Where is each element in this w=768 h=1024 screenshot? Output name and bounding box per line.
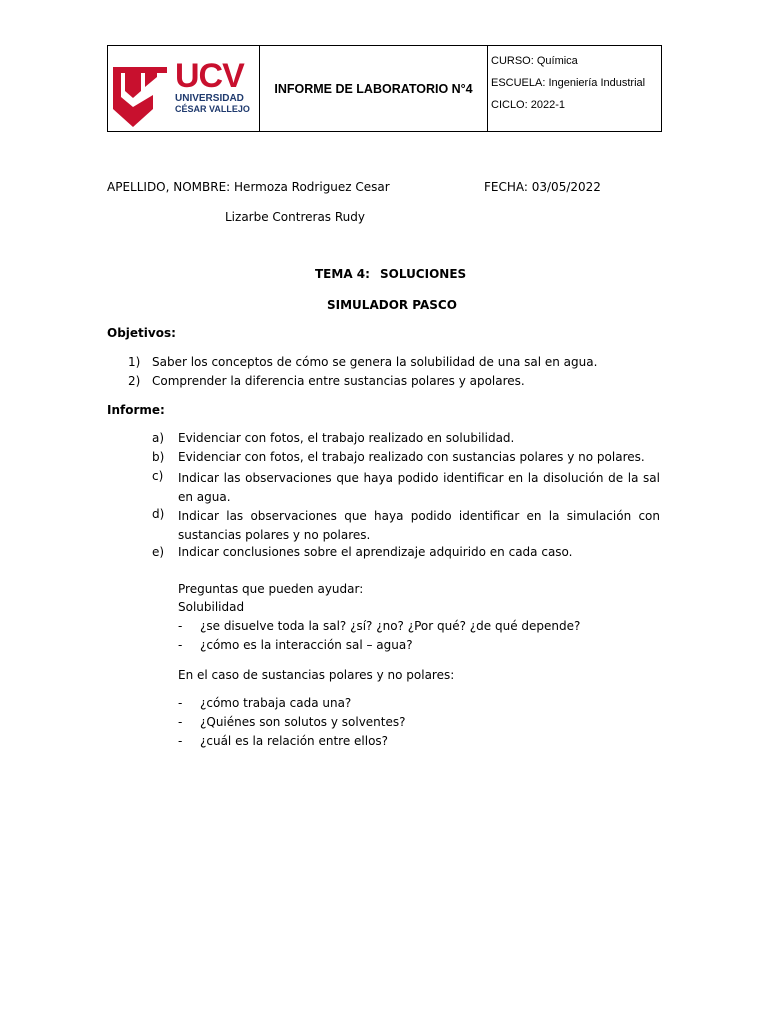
solubilidad-dash-1: - xyxy=(178,619,183,633)
informe-letter-c: c) xyxy=(152,469,164,483)
solubilidad-question-2: ¿cómo es la interacción sal – agua? xyxy=(200,638,413,652)
objetivo-text-1: Saber los conceptos de cómo se genera la solubilidad de una sal en agua. xyxy=(152,355,598,369)
report-title: INFORME DE LABORATORIO N°4 xyxy=(260,46,488,131)
curso-text: CURSO: Química xyxy=(491,55,578,67)
informe-text-a: Evidenciar con fotos, el trabajo realizado en solubilidad. xyxy=(178,431,515,445)
logo-line2: CÉSAR VALLEJO xyxy=(175,104,250,114)
informe-text-c: Indicar las observaciones que haya podido identificar en la disolución de la sal en agua. xyxy=(178,471,660,504)
second-student-name: Lizarbe Contreras Rudy xyxy=(225,210,365,224)
ciclo-text: CICLO: 2022-1 xyxy=(491,99,565,111)
objetivo-num-1: 1) xyxy=(128,355,141,369)
subtitle: SIMULADOR PASCO xyxy=(327,298,457,312)
informe-text-d: Indicar las observaciones que haya podido identificar en la simulación con sustancias polares y no polares. xyxy=(178,509,660,542)
tema-name: SOLUCIONES xyxy=(380,267,467,281)
informe-heading: Informe: xyxy=(107,403,165,417)
logo-cell xyxy=(108,46,260,131)
polares-heading: En el caso de sustancias polares y no polares: xyxy=(178,668,455,682)
objetivo-text-2: Comprender la diferencia entre sustancias polares y apolares. xyxy=(152,374,525,388)
ucv-shield-icon xyxy=(111,65,169,134)
course-info xyxy=(488,46,661,131)
informe-letter-a: a) xyxy=(152,431,165,445)
objetivo-num-2: 2) xyxy=(128,374,141,388)
objetivos-heading: Objetivos: xyxy=(107,326,176,340)
header-table xyxy=(107,45,662,132)
solubilidad-dash-2: - xyxy=(178,638,183,652)
tema-label: TEMA 4: xyxy=(315,267,370,281)
ucv-wordmark xyxy=(175,59,250,114)
solubilidad-heading: Solubilidad xyxy=(178,600,245,614)
preguntas-heading: Preguntas que pueden ayudar: xyxy=(178,582,364,596)
polares-dash-3: - xyxy=(178,734,183,748)
date-text: FECHA: 03/05/2022 xyxy=(484,180,601,194)
polares-dash-2: - xyxy=(178,715,183,729)
polares-question-2: ¿Quiénes son solutos y solventes? xyxy=(200,715,406,729)
informe-letter-d: d) xyxy=(152,507,165,521)
escuela-text: ESCUELA: Ingeniería Industrial xyxy=(491,77,646,89)
student-name-line: APELLIDO, NOMBRE: Hermoza Rodriguez Cesar xyxy=(107,180,390,194)
polares-dash-1: - xyxy=(178,696,183,710)
solubilidad-question-1: ¿se disuelve toda la sal? ¿sí? ¿no? ¿Por qué? ¿de qué depende? xyxy=(200,619,581,633)
informe-text-e: Indicar conclusiones sobre el aprendizaje adquirido en cada caso. xyxy=(178,545,573,559)
polares-question-1: ¿cómo trabaja cada una? xyxy=(200,696,352,710)
polares-question-3: ¿cuál es la relación entre ellos? xyxy=(200,734,389,748)
informe-letter-e: e) xyxy=(152,545,165,559)
informe-text-b: Evidenciar con fotos, el trabajo realizado con sustancias polares y no polares. xyxy=(178,450,645,464)
informe-letter-b: b) xyxy=(152,450,165,464)
logo-acronym: UCV xyxy=(175,57,244,95)
logo-line1: UNIVERSIDAD xyxy=(175,93,244,104)
